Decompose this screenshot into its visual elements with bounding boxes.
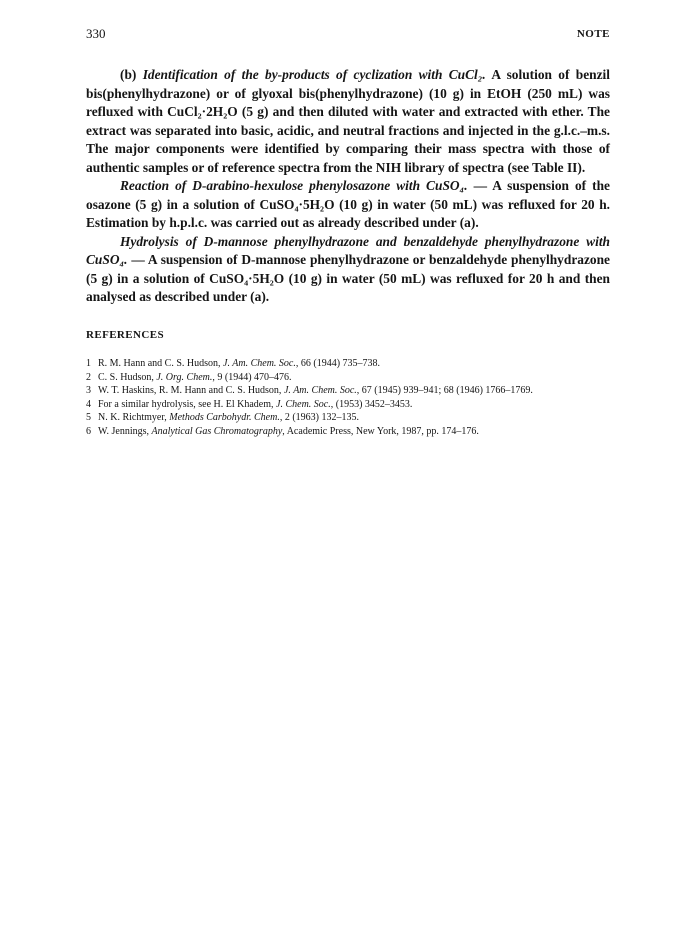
reference-authors: For a similar hydrolysis, see H. El Khadem, <box>98 398 277 410</box>
reference-journal: J. Chem. Soc. <box>276 398 331 410</box>
paragraph-title: Identification of the by-products of cyclization with CuCl₂. <box>142 67 486 82</box>
reference-number: 5 <box>86 412 91 423</box>
reference-authors: W. Jennings, <box>98 425 152 437</box>
paragraph-title: Hydrolysis of D-mannose phenylhydrazone and benzaldehyde phenylhydrazone with CuSO₄. <box>86 233 610 267</box>
paragraph-body: — A suspension of the osazone (5 g) in a solution of CuSO₄·5H₂O (10 g) in water (50 mL) was refluxed for 20 h. Estimation by h.p.l.c. was carried out as already described under (a). <box>86 178 610 230</box>
reference-details: , 67 (1945) 939–941; 68 (1946) 1766–1769. <box>356 385 533 396</box>
reference-journal: Methods Carbohydr. Chem. <box>169 412 280 423</box>
reference-item <box>86 398 616 412</box>
reference-details: , 66 (1944) 735–738. <box>295 358 381 369</box>
reference-item <box>86 425 616 439</box>
reference-number: 4 <box>86 398 91 410</box>
paragraph-body: — A suspension of D-mannose phenylhydrazone or benzaldehyde phenylhydrazone (5 g) in a solution of CuSO₄·5H₂O (10 g) in water (50 mL) was refluxed for 20 h and then analysed as described under (a). <box>86 252 610 304</box>
reference-details: , 2 (1963) 132–135. <box>279 412 359 423</box>
section-label: NOTE <box>576 28 610 40</box>
reference-number: 6 <box>86 425 91 437</box>
reference-authors: N. K. Richtmyer, <box>98 412 170 423</box>
reference-journal: Analytical Gas Chromatography <box>151 425 283 437</box>
reference-authors: W. T. Haskins, R. M. Hann and C. S. Hudson, <box>98 385 284 396</box>
reference-details: , 9 (1944) 470–476. <box>212 371 292 383</box>
paragraph-label: (b) <box>120 67 143 82</box>
reference-number: 1 <box>86 358 91 369</box>
paragraph-hydrolysis <box>86 233 610 307</box>
reference-details: , Academic Press, New York, 1987, pp. 174–176. <box>282 425 479 437</box>
reference-item <box>86 357 616 371</box>
reference-list <box>86 357 616 438</box>
page-number: 330 <box>86 26 106 41</box>
reference-item <box>86 411 616 425</box>
references-heading: REFERENCES <box>86 329 164 341</box>
reference-number: 3 <box>86 385 91 396</box>
reference-authors: R. M. Hann and C. S. Hudson, <box>98 358 224 369</box>
experimental-text <box>86 66 610 307</box>
paragraph-osazone <box>86 177 610 233</box>
paragraph-b <box>86 66 610 177</box>
reference-journal: J. Am. Chem. Soc. <box>223 358 296 369</box>
paragraph-body: A solution of benzil bis(phenylhydrazone) or of glyoxal bis(phenylhydrazone) (10 g) in EtOH (250 mL) was refluxed with CuCl₂·2H₂O (5 g) and then diluted with water and extracted with ether. The extract was separated into basic, acidic, and neutral fractions and injected in the g.l.c.–m.s. The major components were identified by comparing their mass spectra with those of authentic samples or of reference spectra from the NIH library of spectra (see Table II). <box>86 67 610 175</box>
paragraph-title: Reaction of D-arabino-hexulose phenylosazone with CuSO₄. <box>120 178 468 193</box>
reference-item <box>86 384 616 398</box>
reference-item <box>86 371 616 385</box>
reference-details: , (1953) 3452–3453. <box>330 398 413 410</box>
reference-authors: C. S. Hudson, <box>98 371 157 383</box>
running-head <box>86 26 610 44</box>
reference-journal: J. Am. Chem. Soc. <box>283 385 357 396</box>
reference-journal: J. Org. Chem. <box>156 371 213 383</box>
reference-number: 2 <box>86 371 91 383</box>
